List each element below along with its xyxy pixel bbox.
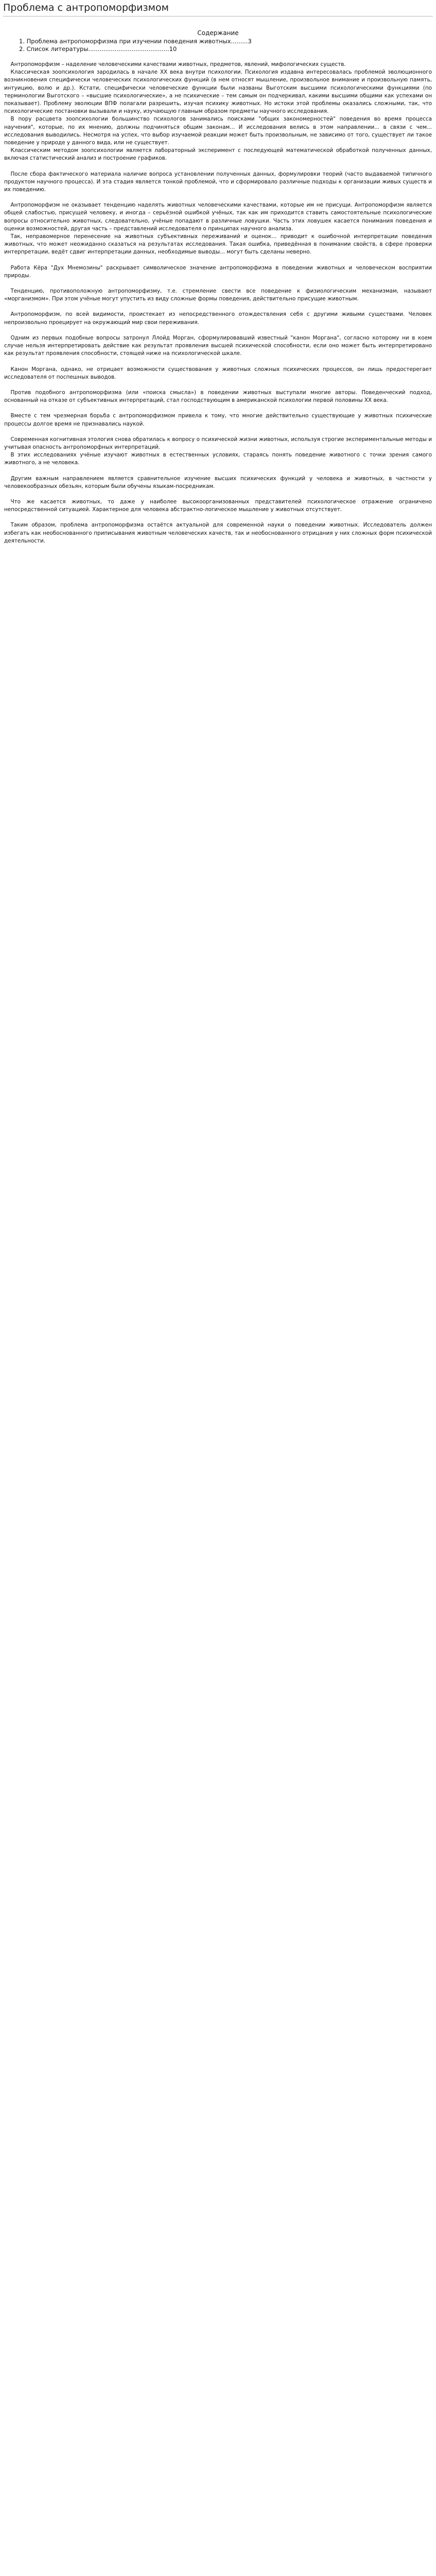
toc-item[interactable]: 1. Проблема антропоморфизма при изучении поведения животных.........3 <box>19 38 252 45</box>
body-paragraph: Антропоморфизм – наделение человеческими качествами животных, предметов, явлений, мифологических существ. <box>10 61 346 67</box>
body-paragraph: Одним из первых подобные вопросы затронул Ллойд Морган, сформулировавший известный "канон Моргана", согласно которому ни в коем случае нельзя интерпретировать действие как результат проявления высшей психической способности, если оно может быть интерпретировано как результат проявления способности, стоящей ниже на психологической шкале. <box>4 334 432 357</box>
body-paragraph: Работа Кёра "Дух Мнемозины" раскрывает символическое значение антропоморфизма в поведении животных и человеческом восприятии природы. <box>4 264 432 279</box>
document-body <box>4 61 432 545</box>
body-paragraph: В этих исследованиях учёные изучают животных в естественных условиях, стараясь понять поведение животного с точки зрения самого животного, а не человека. <box>4 452 432 466</box>
body-paragraph: Классическая зоопсихология зародилась в начале XX века внутри психологии. Психология издавна интересовалась проблемой эволюционного возникновения специфически человеческих психологических функций (в нем относят мышление, произвольное внимание и произвольную память, интуицию, волю и др.). Кстати, специфически человеческие функции были названы Выготским высшими психологическими функциями (по терминологии Выготского – «высшие психологические», а не психические – тем самым он подчеркивал, какими высшими общими как успехами он показывает). Проблему эволюции ВПФ полагали разрешить, изучая психику животных. Но истоки этой проблемы оказались сложными, так, что психологические постановки вызывали и науку, изучающую главным образом предметы научного исследования. <box>4 69 432 115</box>
body-paragraph: Тенденцию, противоположную антропоморфизму, т.е. стремление свести все поведение к физиологическим механизмам, называют «морганизмом». При этом учёные могут упустить из виду сложные формы поведения, действительно присущие животным. <box>4 288 432 302</box>
toc-heading: Содержание <box>197 29 239 37</box>
body-paragraph: Против подобного антропоморфизма (или «поиска смысла») в поведении животных выступали многие авторы. Поведенческий подход, основанный на отказе от субъективных интерпретаций, стал господствующим в американской психологии первой половины XX века. <box>4 389 432 404</box>
body-paragraph: Так, неправомерное перенесение на животных субъективных переживаний и оценок... приводит к ошибочной интерпретации поведения животных, что может неожиданно сказаться на результатах исследования. Такая ошибка, приведённая в понимании свойств, в сфере проверки интерпретации, ведёт сдвиг интерпретации данных, необходимые выводы... могут быть сделаны неверно. <box>4 233 432 256</box>
body-paragraph: Классическим методом зоопсихологии является лабораторный эксперимент с последующей математической обработкой полученных данных, включая статистический анализ и построение графиков. <box>4 147 432 162</box>
body-paragraph: Таким образом, проблема антропоморфизма остаётся актуальной для современной науки о поведении животных. Исследователь должен избегать как необоснованного приписывания животным человеческих качеств, так и необоснованного отрицания у них сложных форм психической деятельности. <box>4 522 432 544</box>
body-paragraph: Что же касается животных, то даже у наиболее высокоорганизованных представителей психологическое отражение ограничено непосредственной ситуацией. Характерное для человека абстрактно-логическое мышление у животных отсутствует. <box>4 498 432 513</box>
toc-item[interactable]: 2. Список литературы...........................................10 <box>19 45 177 53</box>
body-paragraph: Антропоморфизм, по всей видимости, проистекает из непосредственного отождествления себя с другими живыми существами. Человек непроизвольно проецирует на окружающий мир свои переживания. <box>4 311 432 326</box>
body-paragraph: После сбора фактического материала наличие вопроса установлении полученных данных, формулировки теорий (часто выдаваемой типичного продуктом научного процесса). И эта стадия является тонкой проблемой, что и сформировало различные подходы к организации живых существ и их поведению. <box>4 171 432 193</box>
body-paragraph: Канон Моргана, однако, не отрицает возможности существования у животных сложных психических процессов, он лишь предостерегает исследователя от поспешных выводов. <box>4 366 432 380</box>
body-paragraph: Антропоморфизм не оказывает тенденцию наделять животных человеческими качествами, которые им не присущи. Антропоморфизм является общей слабостью, присущей человеку, и иногда – серьёзной ошибкой учёных, так как им приходится ставить самостоятельные психологические вопросы относительно животных, следовательно, учёные попадают в различные ловушки. Часть этих ловушек касается понимания поведения и оценки возможностей, другая часть – представлений исследователя о принципах научного анализа. <box>4 202 432 232</box>
document-title: Проблема с антропоморфизмом <box>3 2 169 13</box>
body-paragraph: В пору расцвета зоопсихологии большинство психологов занимались поисками "общих закономерностей" поведения во время процесса научения", которые, по их мнению, должны подчиняться общим законам... И исследования велись в этом направлении... в связи с чем... исследования выводились. Несмотря на успех, что выбор изучаемой реакции может быть произвольным, не зависимо от того, существует ли такое поведение у природе у данного вида, или не существует. <box>4 116 432 146</box>
body-paragraph: Другим важным направлением является сравнительное изучение высших психических функций у человека и животных, в частности у человекообразных обезьян, которым были обучены языкам-посредникам. <box>4 475 432 489</box>
body-paragraph: Вместе с тем чрезмерная борьба с антропоморфизмом привела к тому, что многие действительно существующие у животных психические процессы долгое время не признавались наукой. <box>4 413 432 427</box>
body-paragraph: Современная когнитивная этология снова обратилась к вопросу о психической жизни животных, используя строгие экспериментальные методы и учитывая опасность антропоморфных интерпретаций. <box>4 436 432 450</box>
